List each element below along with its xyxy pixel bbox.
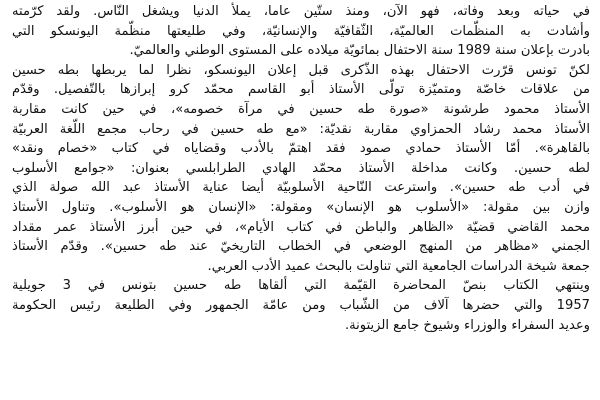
text-line: بالقاهرة». أمّا الأستاذ حمادي صمود فقد اهتمّ بالأدب وقضاياه في كتاب «خصام ونقد» xyxy=(12,141,590,157)
text-line: في حياته وبعد وفاته، فهو الآن، ومنذ ستّين عاما، يملأ الدنيا ويشغل النّاس. ولقد كرّمته xyxy=(12,4,590,19)
text-line: وعديد السفراء والوزراء وشيوخ جامع الزيتونة. xyxy=(344,317,590,333)
paragraph-lecture xyxy=(12,276,590,335)
text-line: الجمني «مظاهر من المنهج الوضعي في الخطاب التاريخيّ عند طه حسين». وقدّم الأستاذ xyxy=(12,239,590,255)
text-line: وينتهي الكتاب بنصّ المحاضرة القيّمة التي ألقاها طه حسين بتونس في 3 جويلية xyxy=(12,278,590,294)
text-line: جمعة شيخة الدراسات الجامعية التي تناولت بالبحث عميد الأدب العربي. xyxy=(207,258,590,274)
text-line: وأشادت به المنظّمات العالميّة، الثّقافيّة والإنسانيّة، وفي طليعتها منظّمة اليونسكو التي xyxy=(12,23,590,39)
text-line: بادرت بإعلان سنة 1989 سنة الاحتفال بمائويّة ميلاده على المستوى الوطني والعالميّ. xyxy=(129,43,590,59)
text-line: محمد القاضي قضيّة «الظاهر والباطن في كتاب الأيام»، في حين أبرز الأستاذ عمر مقداد xyxy=(12,219,590,235)
text-line: من علاقات خاصّة ومتميّزة تولّى الأستاذ أبو القاسم محمّد كرو إبرازها بالتّفصيل. وقدّم xyxy=(12,82,590,98)
text-line: 1957 والتي حضرها آلاف من الشّباب ومن عامّة الجمهور وفي الطليعة رئيس الحكومة xyxy=(12,297,590,313)
text-line: في أدب طه حسين». واسترعت النّاحية الأسلوبيّة أيضا عناية الأستاذ عبد الله صولة الذي xyxy=(12,180,590,196)
text-line: الأستاذ محمد رشاد الحمزاوي مقاربة نقديّة: «مع طه حسين في رحاب مجمع اللّغة العربيّة xyxy=(12,121,590,137)
text-line: لكنّ تونس قرّرت الاحتفال بهذه الذّكرى قبل إعلان اليونسكو، نظرا لما يربطها بطه حسين xyxy=(12,62,590,78)
text-line: لطه حسين. وكانت مداخلة الأستاذ محمّد الهادي الطرابلسي بعنوان: «جوامع الأسلوب xyxy=(12,160,590,176)
text-line: وازن بين مقولة: «الأسلوب هو الإنسان» ومقولة: «الإنسان هو الأسلوب». وتناول الأستاذ xyxy=(12,199,590,215)
paragraph-tunisia-celebration xyxy=(12,61,590,277)
paragraph-intro xyxy=(12,2,590,61)
text-line: الأستاذ محمود طرشونة «صورة طه حسين في مرآة خصومه»، في حين كانت مقاربة xyxy=(12,101,590,117)
